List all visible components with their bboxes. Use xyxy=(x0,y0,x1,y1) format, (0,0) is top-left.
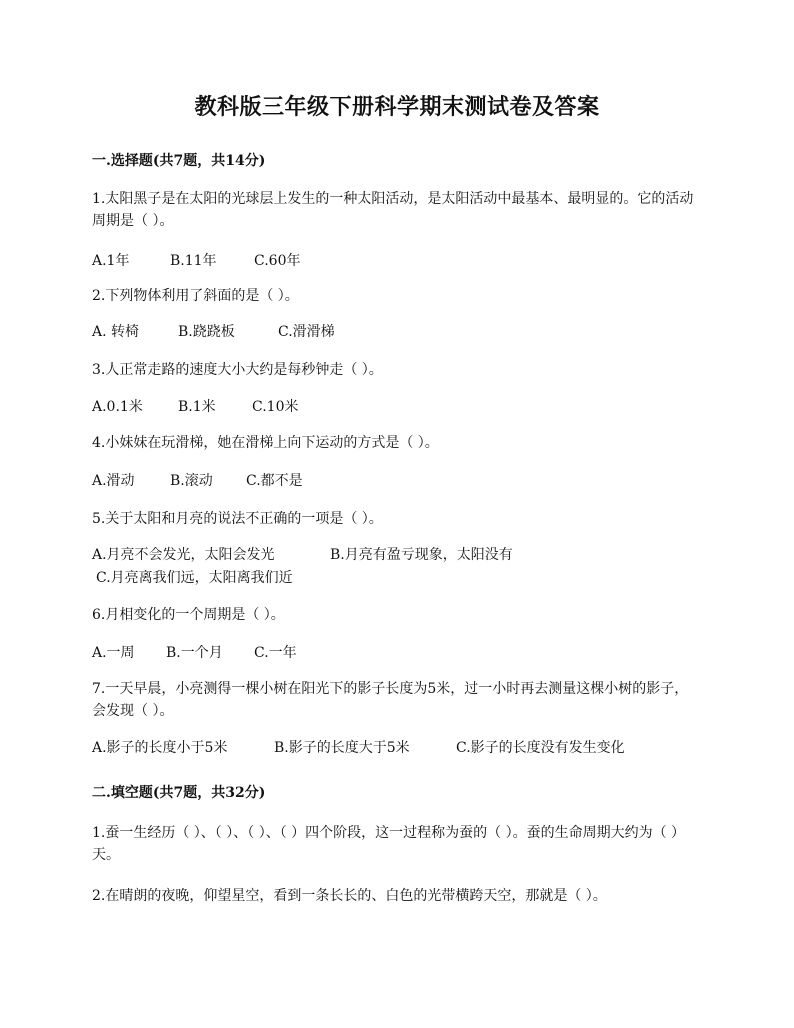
question-text: 3.人正常走路的速度大小大约是每秒钟走（ ）。 xyxy=(92,362,383,378)
option: A.滑动 xyxy=(92,473,135,489)
question-text: 4.小妹妹在玩滑梯，她在滑梯上向下运动的方式是（ ）。 xyxy=(92,435,439,451)
option: A.一周 xyxy=(92,645,135,661)
option: A.0.1米 xyxy=(92,399,143,415)
option: A.1年 xyxy=(92,253,130,269)
option: B.11年 xyxy=(170,253,217,269)
options-row xyxy=(92,642,297,664)
option: C.影子的长度没有发生变化 xyxy=(456,740,625,756)
option: B.1米 xyxy=(178,399,216,415)
options-row xyxy=(92,321,335,343)
section-heading-choice: 一.选择题(共7题，共14分) xyxy=(92,153,266,169)
question-text: 2.下列物体利用了斜面的是（ ）。 xyxy=(92,288,299,304)
option: A. 转椅 xyxy=(92,324,140,340)
question-text: 7.一天早晨，小亮测得一棵小树在阳光下的影子长度为5米，过一小时再去测量这棵小树的影子，会发现（ ）。 xyxy=(92,681,689,719)
option: C.10米 xyxy=(252,399,299,415)
question-text: 1.太阳黑子是在太阳的光球层上发生的一种太阳活动，是太阳活动中最基本、最明显的。它的活动周期是（ ）。 xyxy=(92,191,694,229)
option: C.一年 xyxy=(254,645,297,661)
option: B.滚动 xyxy=(170,473,213,489)
option: C.都不是 xyxy=(246,473,303,489)
option: B.一个月 xyxy=(166,645,223,661)
question-text: 1.蚕一生经历（ ）、（ ）、（ ）、（ ）四个阶段，这一过程称为蚕的（ ）。蚕的生命周期大约为（ ）天。 xyxy=(92,825,686,863)
option: A.影子的长度小于5米 xyxy=(92,740,228,756)
options-row xyxy=(92,396,298,418)
options-row xyxy=(92,737,625,759)
question-text: 6.月相变化的一个周期是（ ）。 xyxy=(92,607,285,623)
option: A.月亮不会发光，太阳会发光 xyxy=(92,547,275,563)
options-row xyxy=(92,544,513,566)
options-row xyxy=(96,567,293,589)
options-row xyxy=(92,470,303,492)
question-text: 2.在晴朗的夜晚，仰望星空，看到一条长长的、白色的光带横跨天空，那就是（ ）。 xyxy=(92,888,607,904)
option: C.月亮离我们远，太阳离我们近 xyxy=(96,570,293,586)
option: B.跷跷板 xyxy=(178,324,235,340)
section-heading-fill: 二.填空题(共7题，共32分) xyxy=(92,785,266,801)
page-title: 教科版三年级下册科学期末测试卷及答案 xyxy=(194,94,600,120)
option: C.滑滑梯 xyxy=(278,324,335,340)
option: C.60年 xyxy=(254,253,301,269)
option: B.月亮有盈亏现象，太阳没有 xyxy=(330,547,513,563)
question-text: 5.关于太阳和月亮的说法不正确的一项是（ ）。 xyxy=(92,511,383,527)
options-row xyxy=(92,250,300,272)
option: B.影子的长度大于5米 xyxy=(274,740,410,756)
